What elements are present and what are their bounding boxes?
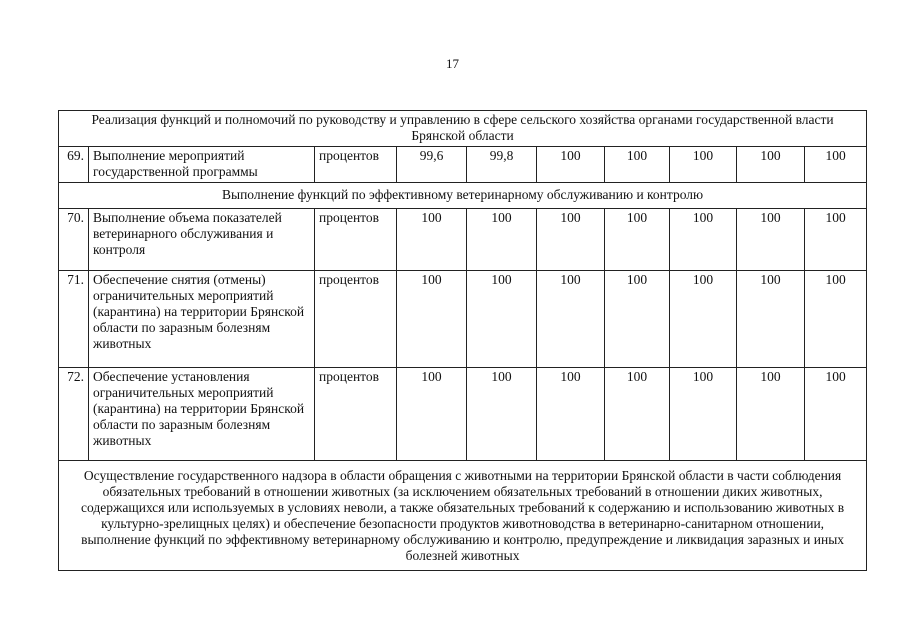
value-cell: 100 xyxy=(805,271,867,368)
value-cell: 100 xyxy=(737,209,805,271)
value-cell: 100 xyxy=(670,271,737,368)
value-cell: 100 xyxy=(805,368,867,461)
value-cell: 100 xyxy=(467,271,537,368)
table-row xyxy=(59,147,867,183)
value-cell: 99,8 xyxy=(467,147,537,183)
value-cell: 100 xyxy=(670,209,737,271)
indicator-name: Выполнение мероприятий государственной программы xyxy=(89,147,315,183)
table-row xyxy=(59,368,867,461)
section-header-row xyxy=(59,183,867,209)
row-number: 70. xyxy=(59,209,89,271)
value-cell: 100 xyxy=(670,147,737,183)
section-title: Осуществление государственного надзора в области обращения с животными на территории Брянской области в части соблюдения обязательных требований в отношении животных (за исключением обязательных требований в отношении диких животных, содержащихся или используемых в условиях неволи, а также обязательных требований к содержанию и использованию животных в культурно-зрелищных целях) и обеспечение безопасности продуктов животноводства в ветеринарно-санитарном отношении, выполнение функций по эффективному ветеринарному обслуживанию и контролю, предупреждение и ликвидация заразных и иных болезней животных xyxy=(59,461,867,571)
value-cell: 100 xyxy=(605,147,670,183)
row-number: 69. xyxy=(59,147,89,183)
value-cell: 100 xyxy=(805,209,867,271)
value-cell: 100 xyxy=(805,147,867,183)
value-cell: 100 xyxy=(537,209,605,271)
table-row xyxy=(59,271,867,368)
value-cell: 99,6 xyxy=(397,147,467,183)
value-cell: 100 xyxy=(537,271,605,368)
unit-cell: процентов xyxy=(315,147,397,183)
section-title: Реализация функций и полномочий по руководству и управлению в сфере сельского хозяйства органами государственной власти Брянской области xyxy=(59,111,867,147)
unit-cell: процентов xyxy=(315,271,397,368)
unit-cell: процентов xyxy=(315,209,397,271)
value-cell: 100 xyxy=(397,209,467,271)
value-cell: 100 xyxy=(737,271,805,368)
value-cell: 100 xyxy=(605,209,670,271)
value-cell: 100 xyxy=(537,368,605,461)
value-cell: 100 xyxy=(605,368,670,461)
value-cell: 100 xyxy=(670,368,737,461)
indicator-name: Обеспечение снятия (отмены) ограничительных мероприятий (карантина) на территории Брянской области по заразным болезням животных xyxy=(89,271,315,368)
value-cell: 100 xyxy=(737,368,805,461)
value-cell: 100 xyxy=(537,147,605,183)
indicator-name: Выполнение объема показателей ветеринарного обслуживания и контроля xyxy=(89,209,315,271)
section-title: Выполнение функций по эффективному ветеринарному обслуживанию и контролю xyxy=(59,183,867,209)
section-header-row xyxy=(59,461,867,571)
section-header-row xyxy=(59,111,867,147)
indicator-name: Обеспечение установления ограничительных мероприятий (карантина) на территории Брянской области по заразным болезням животных xyxy=(89,368,315,461)
value-cell: 100 xyxy=(605,271,670,368)
value-cell: 100 xyxy=(467,368,537,461)
row-number: 71. xyxy=(59,271,89,368)
row-number: 72. xyxy=(59,368,89,461)
indicators-table xyxy=(58,110,867,571)
value-cell: 100 xyxy=(397,271,467,368)
value-cell: 100 xyxy=(467,209,537,271)
table-row xyxy=(59,209,867,271)
value-cell: 100 xyxy=(737,147,805,183)
value-cell: 100 xyxy=(397,368,467,461)
page-number: 17 xyxy=(446,56,459,71)
unit-cell: процентов xyxy=(315,368,397,461)
